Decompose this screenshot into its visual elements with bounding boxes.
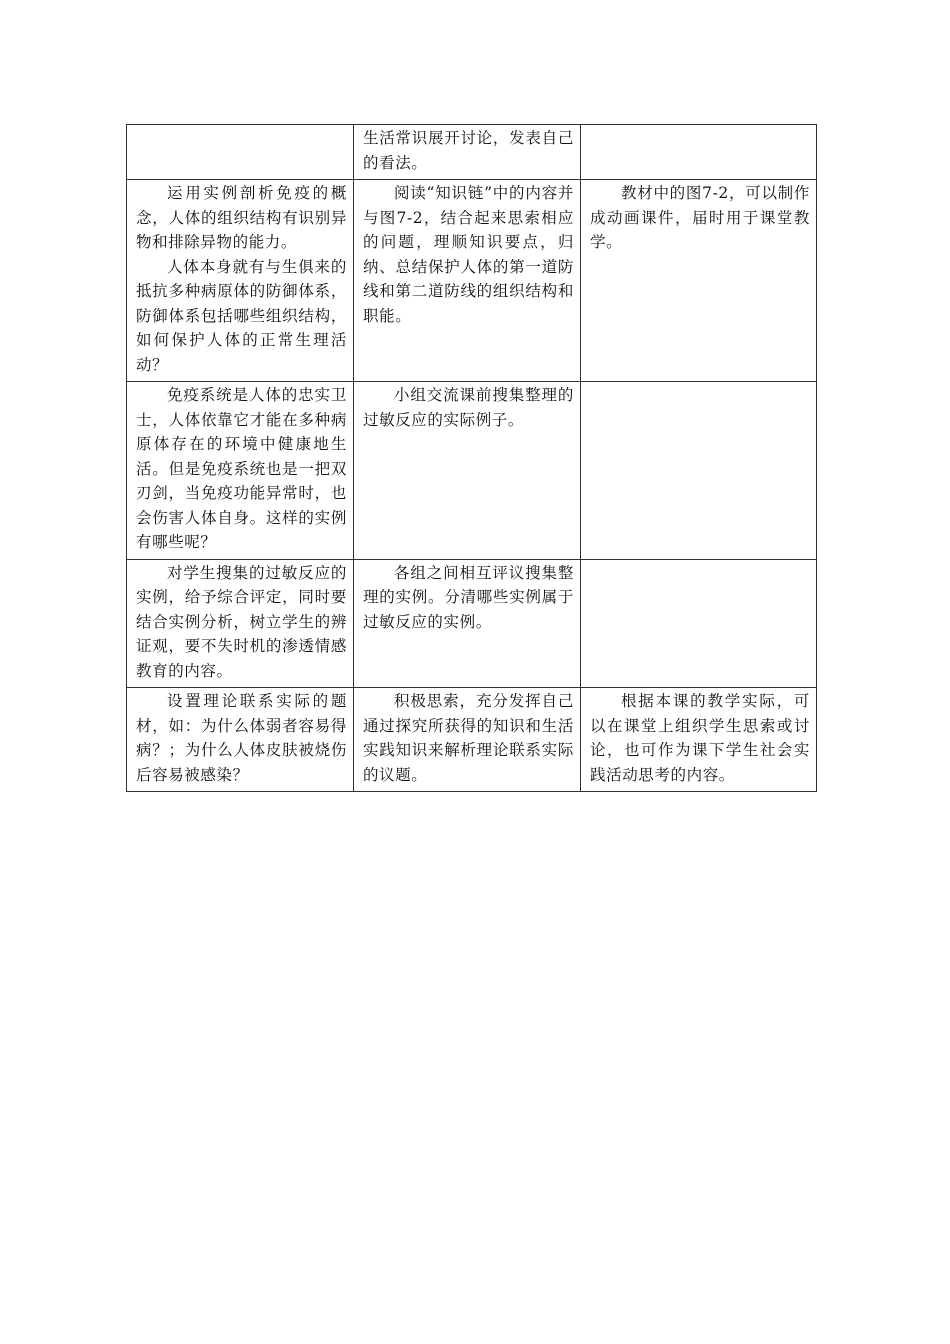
table-row [127,559,817,688]
table-row [127,180,817,382]
student-activity-text: 小组交流课前搜集整理的过敏反应的实际例子。 [363,386,574,429]
teacher-activity-text: 运用实例剖析免疫的概念，人体的组织结构有识别异物和排除异物的能力。 [136,184,347,251]
table-row [127,125,817,180]
student-activity-text: 生活常识展开讨论，发表自己的看法。 [363,129,574,172]
teacher-activity-text: 设置理论联系实际的题材，如：为什么体弱者容易得病？；为什么人体皮肤被烧伤后容易被感染？ [136,692,347,784]
student-activity-cell [354,180,581,382]
notes-cell [581,180,817,382]
notes-cell [581,125,817,180]
table-row [127,382,817,560]
notes-cell [581,382,817,560]
student-activity-cell [354,688,581,792]
teacher-activity-cell [127,688,354,792]
lesson-plan-table [126,124,817,792]
student-activity-cell [354,125,581,180]
teacher-activity-text: 人体本身就有与生俱来的抵抗多种病原体的防御体系，防御体系包括哪些组织结构，如何保护人体的正常生理活动？ [136,257,347,374]
student-activity-text: 阅读“知识链”中的内容并与图7-2，结合起来思索相应的问题，理顺知识要点，归纳、总结保护人体的第一道防线和第二道防线的组织结构和职能。 [363,184,574,325]
notes-cell [581,688,817,792]
student-activity-text: 各组之间相互评议搜集整理的实例。分清哪些实例属于过敏反应的实例。 [363,563,574,631]
notes-cell [581,559,817,688]
teacher-activity-cell [127,180,354,382]
teacher-activity-text: 对学生搜集的过敏反应的实例，给予综合评定，同时要结合实例分析，树立学生的辨证观，要不失时机的渗透情感教育的内容。 [136,563,347,680]
student-activity-cell [354,559,581,688]
notes-text: 教材中的图7-2，可以制作成动画课件，届时用于课堂教学。 [590,184,810,251]
notes-text: 根据本课的教学实际，可以在课堂上组织学生思索或讨论，也可作为课下学生社会实践活动思考的内容。 [590,692,810,784]
teacher-activity-cell [127,382,354,560]
table-row [127,688,817,792]
student-activity-cell [354,382,581,560]
student-activity-text: 积极思索，充分发挥自己通过探究所获得的知识和生活实践知识来解析理论联系实际的议题。 [363,692,574,784]
teacher-activity-text: 免疫系统是人体的忠实卫士，人体依靠它才能在多种病原体存在的环境中健康地生活。但是免疫系统也是一把双刃剑，当免疫功能异常时，也会伤害人体自身。这样的实例有哪些呢？ [136,386,347,551]
teacher-activity-cell [127,559,354,688]
teacher-activity-cell [127,125,354,180]
